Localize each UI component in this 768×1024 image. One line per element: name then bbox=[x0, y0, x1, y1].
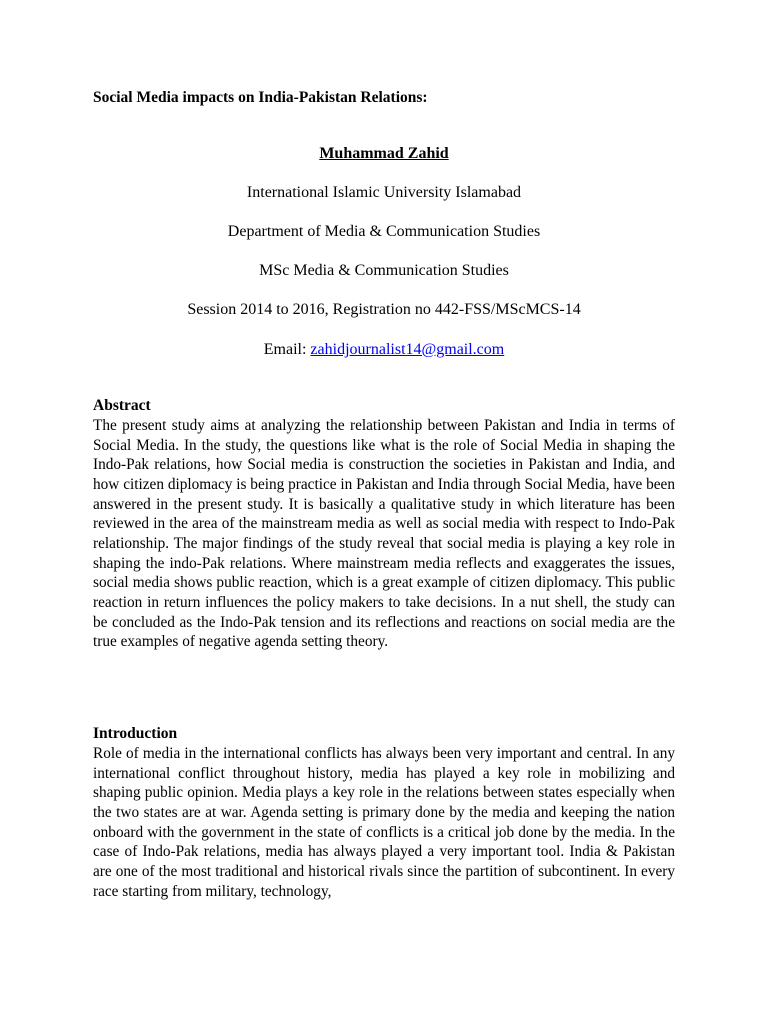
email-label: Email: bbox=[263, 341, 311, 358]
university-name: International Islamic University Islamabad bbox=[246, 184, 522, 201]
introduction-paragraph: Role of media in the international conflicts has always been very important and central. In any international conflict throughout history, media has played a key role in mobilizing and shaping public opinion. Media plays a key role in the relations between states especially when the two states are at war. Agenda setting is primary done by the media and keeping the nation onboard with the government in the state of conflicts is a critical job done by the media. In the case of Indo-Pak relations, media has always played a very important tool. India & Pakistan are one of the most traditional and historical rivals since the partition of subcontinent. In every race starting from military, technology, bbox=[93, 745, 675, 900]
session-info: Session 2014 to 2016, Registration no 442-FSS/MScMCS-14 bbox=[187, 301, 581, 318]
document-title: Social Media impacts on India-Pakistan Relations: bbox=[93, 89, 428, 106]
email-line bbox=[93, 341, 675, 359]
email-link[interactable]: zahidjournalist14@gmail.com bbox=[310, 341, 505, 358]
abstract-paragraph: The present study aims at analyzing the relationship between Pakistan and India in terms of Social Media. In the study, the questions like what is the role of Social Media in shaping the Indo-Pak relations, how Social media is construction the societies in Pakistan and India, and how citizen diplomacy is being practice in Pakistan and India through Social Media, have been answered in the present study. It is basically a qualitative study in which literature has been reviewed in the area of the mainstream media as well as social media with respect to Indo-Pak relationship. The major findings of the study reveal that social media is playing a key role in shaping the indo-Pak relations. Where mainstream media reflects and exaggerates the issues, social media shows public reaction, which is a great example of citizen diplomacy. This public reaction in return influences the policy makers to take decisions. In a nut shell, the study can be concluded as the Indo-Pak tension and its reflections and reactions on social media are the true examples of negative agenda setting theory. bbox=[93, 417, 675, 651]
abstract-heading: Abstract bbox=[93, 397, 151, 414]
program-name: MSc Media & Communication Studies bbox=[259, 262, 509, 279]
department-name: Department of Media & Communication Studies bbox=[227, 223, 541, 240]
author-name: Muhammad Zahid bbox=[319, 145, 449, 162]
document-page bbox=[93, 0, 675, 1024]
introduction-heading: Introduction bbox=[93, 725, 178, 742]
